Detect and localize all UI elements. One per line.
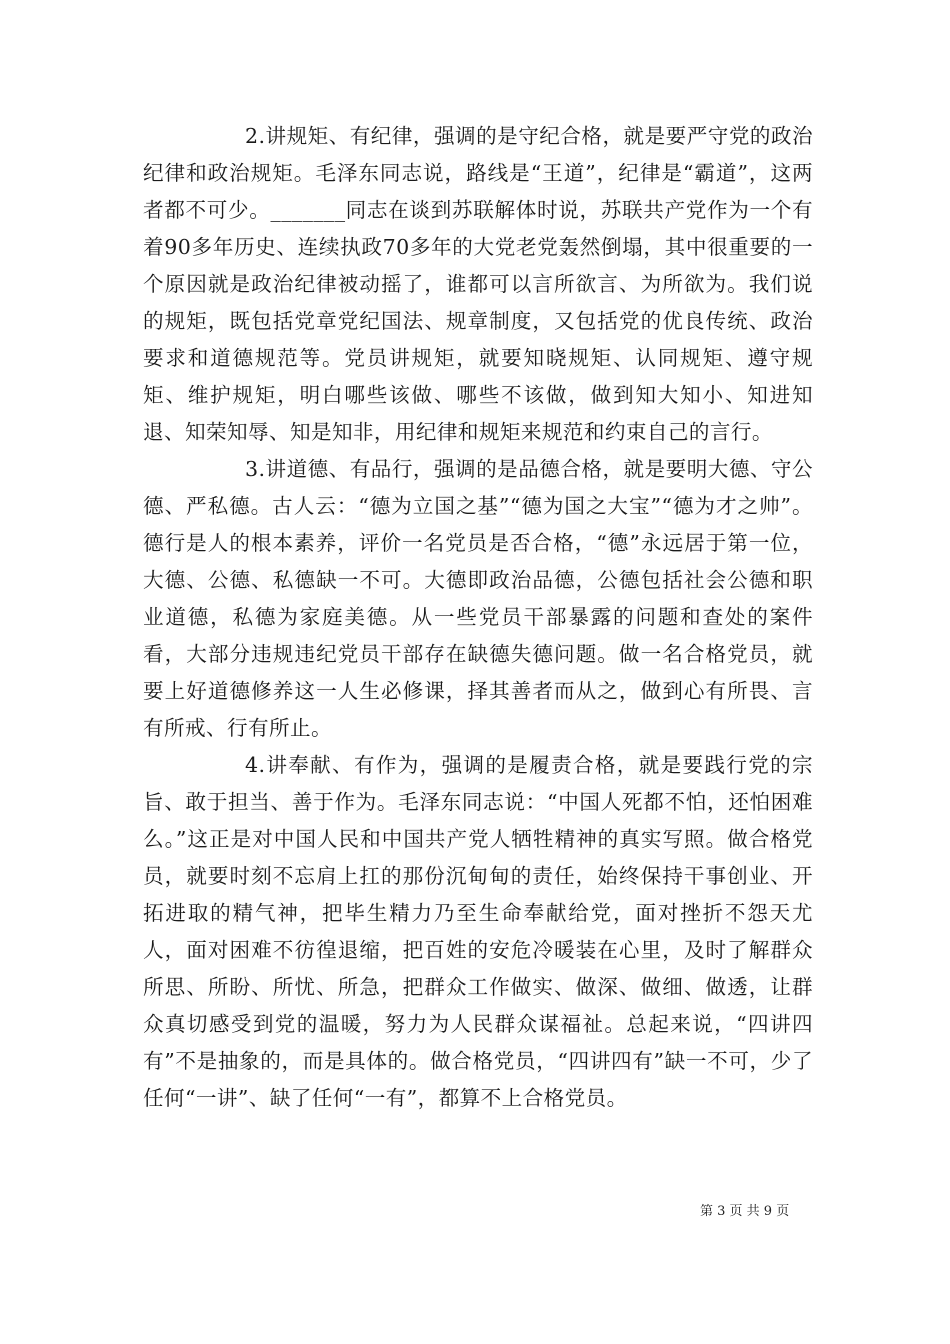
document-body xyxy=(143,118,813,1117)
paragraph-dedication: 4.讲奉献、有作为，强调的是履责合格，就是要践行党的宗旨、敢于担当、善于作为。毛泽东同志说：“中国人死都不怕，还怕困难么。”这正是对中国人民和中国共产党人牺牲精神的真实写照。做合格党员，就要时刻不忘肩上扛的那份沉甸甸的责任，始终保持干事创业、开拓进取的精气神，把毕生精力乃至生命奉献给党，面对挫折不怨天尤人，面对困难不彷徨退缩，把百姓的安危冷暖装在心里，及时了解群众所思、所盼、所忧、所急，把群众工作做实、做深、做细、做透，让群众真切感受到党的温暖，努力为人民群众谋福祉。总起来说，“四讲四有”不是抽象的，而是具体的。做合格党员，“四讲四有”缺一不可，少了任何“一讲”、缺了任何“一有”，都算不上合格党员。 xyxy=(143,753,813,1110)
paragraph-discipline: 2.讲规矩、有纪律，强调的是守纪合格，就是要严守党的政治纪律和政治规矩。毛泽东同志说，路线是“王道”，纪律是“霸道”，这两者都不可少。_______同志在谈到苏联解体时说，苏联共产党作为一个有着90多年历史、连续执政70多年的大党老党轰然倒塌，其中很重要的一个原因就是政治纪律被动摇了，谁都可以言所欲言、为所欲为。我们说的规矩，既包括党章党纪国法、规章制度，又包括党的优良传统、政治要求和道德规范等。党员讲规矩，就要知晓规矩、认同规矩、遵守规矩、维护规矩，明白哪些该做、哪些不该做，做到知大知小、知进知退、知荣知辱、知是知非，用纪律和规矩来规范和约束自己的言行。 xyxy=(143,124,813,444)
paragraph-morality: 3.讲道德、有品行，强调的是品德合格，就是要明大德、守公德、严私德。古人云：“德为立国之基”“德为国之大宝”“德为才之帅”。德行是人的根本素养，评价一名党员是否合格，“德”永远居于第一位，大德、公德、私德缺一不可。大德即政治品德，公德包括社会公德和职业道德，私德为家庭美德。从一些党员干部暴露的问题和查处的案件看，大部分违规违纪党员干部存在缺德失德问题。做一名合格党员，就要上好道德修养这一人生必修课，择其善者而从之，做到心有所畏、言有所戒、行有所止。 xyxy=(143,457,813,740)
page-number: 第 3 页 共 9 页 xyxy=(700,1204,790,1219)
